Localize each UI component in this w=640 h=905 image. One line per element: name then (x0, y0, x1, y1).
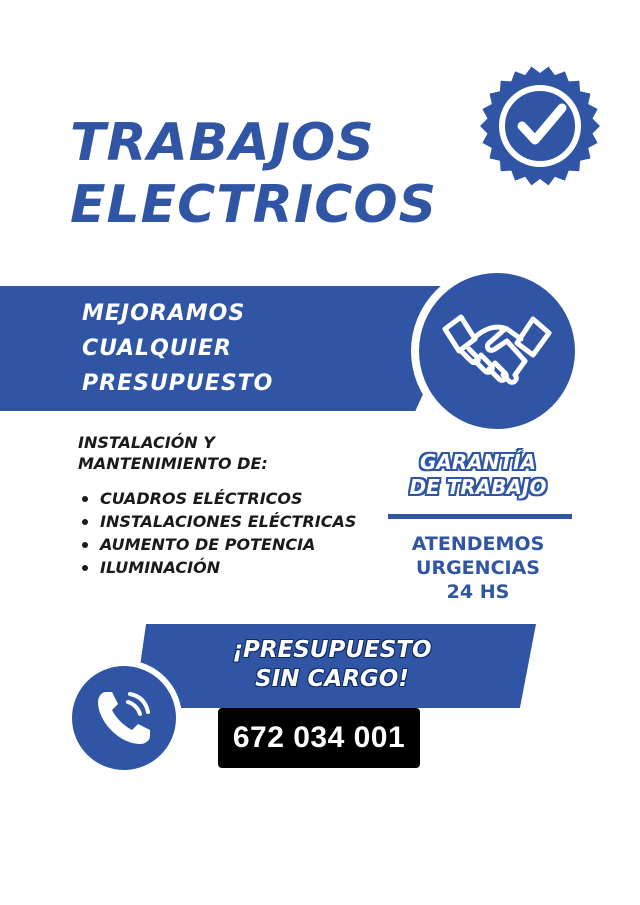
free-quote-text (148, 636, 516, 694)
list-item: CUADROS ELÉCTRICOS (78, 487, 378, 510)
list-item: INSTALACIONES ELÉCTRICAS (78, 510, 378, 533)
title-line-1: TRABAJOS (70, 113, 375, 173)
services-list (78, 487, 378, 579)
guarantee-line-1: GARANTÍA (419, 450, 537, 474)
urgencias-label (386, 532, 570, 604)
bullet-icon (82, 496, 88, 502)
bullet-icon (82, 565, 88, 571)
divider (388, 514, 572, 519)
page-title (70, 112, 437, 236)
handshake-circle (419, 273, 575, 429)
list-item: ILUMINACIÓN (78, 556, 378, 579)
guarantee-label (386, 450, 570, 500)
services-heading-line-1: INSTALACIÓN Y (78, 433, 215, 452)
phone-number-box (218, 708, 420, 768)
phone-number[interactable]: 672 034 001 (232, 721, 406, 754)
offer-line-2: CUALQUIER (82, 336, 232, 361)
offer-line-3: PRESUPUESTO (82, 371, 274, 396)
services-heading-line-2: MANTENIMIENTO DE: (78, 454, 268, 473)
free-quote-line-2: SIN CARGO! (255, 666, 409, 692)
urgencias-line-3: 24 HS (446, 581, 510, 603)
services-heading (78, 432, 268, 474)
phone-icon (92, 686, 156, 750)
title-line-2: ELECTRICOS (70, 175, 438, 235)
list-item: AUMENTO DE POTENCIA (78, 533, 378, 556)
free-quote-line-1: ¡PRESUPUESTO (232, 637, 432, 663)
urgencias-line-2: URGENCIAS (416, 557, 540, 579)
handshake-icon (441, 303, 553, 399)
phone-circle (72, 666, 176, 770)
bullet-icon (82, 542, 88, 548)
guarantee-line-2: DE TRABAJO (409, 475, 547, 499)
check-badge-icon (478, 64, 602, 188)
urgencias-line-1: ATENDEMOS (411, 533, 545, 555)
bullet-icon (82, 519, 88, 525)
offer-text (82, 296, 273, 401)
offer-line-1: MEJORAMOS (82, 301, 246, 326)
